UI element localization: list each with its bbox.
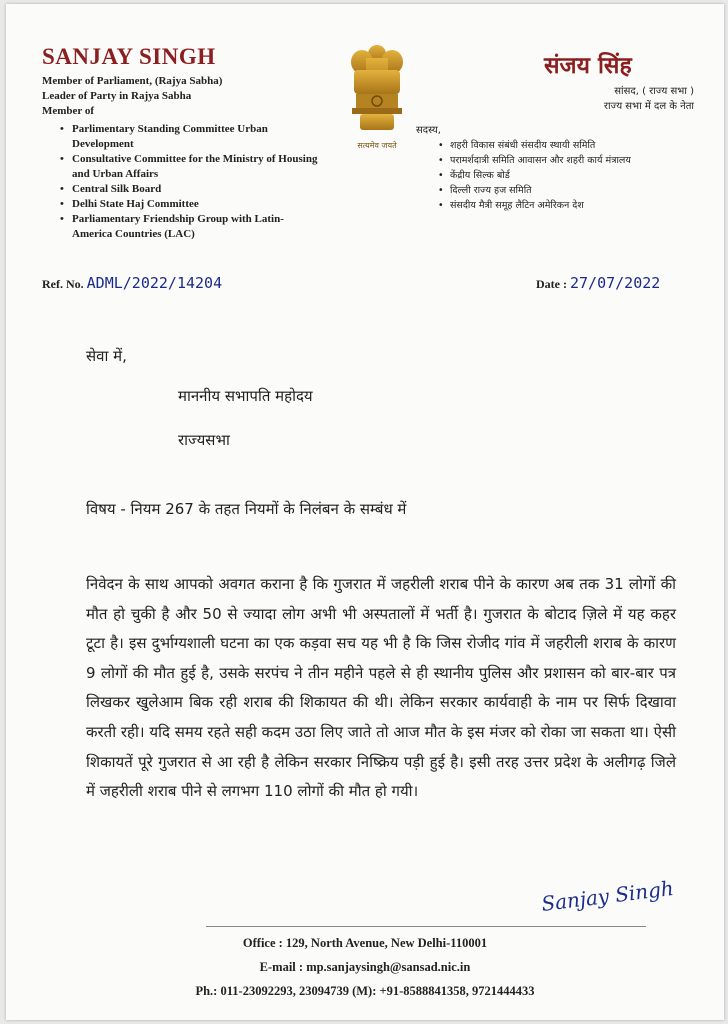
committee-item-en: • Consultative Committee for the Ministry of Housing and Urban Affairs bbox=[56, 152, 318, 182]
salutation: सेवा में, bbox=[86, 347, 127, 365]
role-en: Leader of Party in Rajya Sabha bbox=[42, 90, 192, 102]
letterhead-roles-en bbox=[42, 74, 222, 119]
ref-number bbox=[42, 274, 222, 292]
letterhead-roles-hi bbox=[604, 84, 694, 114]
letter-date bbox=[536, 274, 660, 292]
committee-item-en: • Parlimentary Standing Committee Urban Development bbox=[56, 122, 318, 152]
handwritten-signature: Sanjay Singh bbox=[540, 875, 675, 917]
ref-value: ADML/2022/14204 bbox=[86, 274, 223, 292]
committee-item-hi: • शहरी विकास संबंधी संसदीय स्थायी समिति bbox=[434, 138, 684, 153]
ref-label: Ref. No. bbox=[42, 277, 84, 291]
role-en: Member of Parliament, (Rajya Sabha) bbox=[42, 75, 223, 87]
national-emblem bbox=[344, 40, 410, 150]
role-en: Member of bbox=[42, 105, 95, 117]
letter-body: निवेदन के साथ आपको अवगत कराना है कि गुजरात में जहरीली शराब पीने के कारण अब तक 31 लोगों की मौत हो चुकी है और 50 से ज्यादा लोग अभी भी अस्पतालों में भर्ती है। गुजरात के बोटाद ज़िले में यह कहर टूटा है। इस दुर्भाग्यशाली घटना का एक कड़वा सच यह भी है कि जिस रोजीद गांव में जहरीली शराब के कारण 9 लोगों की मौत हुई है, उसके सरपंच ने तीन महीने पहले से ही स्थानीय पुलिस और प्रशासन को बार-बार पत्र लिखकर खुलेआम बिक रही शराब की शिकायत की थी। लेकिन सरकार कार्यवाही के नाम पर सिर्फ दिखावा करती रही। यदि समय रहते सही कदम उठा लिए जाते तो आज मौत के इस मंजर को रोका जा सकता था। ऐसी शिकायतें पूरे गुजरात से आ रही है लेकिन सरकार निष्क्रिय पड़ी हुई है। इसी तरह उत्तर प्रदेश के अलीगढ़ जिले में जहरीली शराब पीने से लगभग 110 लोगों की मौत हो गयी। bbox=[86, 575, 676, 801]
committee-item-hi: • संसदीय मैत्री समूह लैटिन अमेरिकन देश bbox=[434, 198, 684, 213]
committee-item-en: • Parliamentary Friendship Group with Latin-America Countries (LAC) bbox=[56, 212, 318, 242]
role-hi: राज्य सभा में दल के नेता bbox=[603, 101, 694, 112]
subject-line: विषय - नियम 267 के तहत नियमों के निलंबन के सम्बंध में bbox=[86, 500, 407, 518]
committee-item-en: • Central Silk Board bbox=[56, 182, 318, 197]
footer-phone: Ph.: 011-23092293, 23094739 (M): +91-8588841358, 9721444433 bbox=[195, 984, 535, 998]
letterhead-name-en: SANJAY SINGH bbox=[42, 44, 216, 69]
letter-sheet bbox=[6, 4, 724, 1020]
committee-item-hi: • परामर्शदात्री समिति आवासन और शहरी कार्य मंत्रालय bbox=[434, 153, 684, 168]
addressee-title: माननीय सभापति महोदय bbox=[178, 387, 313, 405]
addressee-house: राज्यसभा bbox=[178, 431, 230, 449]
committee-item-en: • Delhi State Haj Committee bbox=[56, 197, 318, 212]
emblem-motto: सत्यमेव जयते bbox=[357, 141, 397, 150]
date-value: 27/07/2022 bbox=[569, 274, 661, 292]
letterhead-name-hi: संजय सिंह bbox=[544, 53, 632, 79]
lion-capital-icon bbox=[344, 40, 410, 136]
footer-email: E-mail : mp.sanjaysingh@sansad.nic.in bbox=[259, 960, 471, 974]
date-label: Date : bbox=[536, 277, 567, 291]
committee-list-hi bbox=[434, 138, 684, 213]
member-label-hi: सदस्य, bbox=[416, 125, 441, 136]
committee-item-hi: • दिल्ली राज्य हज समिति bbox=[434, 183, 684, 198]
committee-item-hi: • केंद्रीय सिल्क बोर्ड bbox=[434, 168, 684, 183]
role-hi: सांसद, ( राज्य सभा ) bbox=[614, 86, 694, 97]
footer-office: Office : 129, North Avenue, New Delhi-110001 bbox=[242, 936, 488, 950]
committee-list-en bbox=[56, 122, 318, 242]
footer-divider bbox=[206, 926, 646, 927]
